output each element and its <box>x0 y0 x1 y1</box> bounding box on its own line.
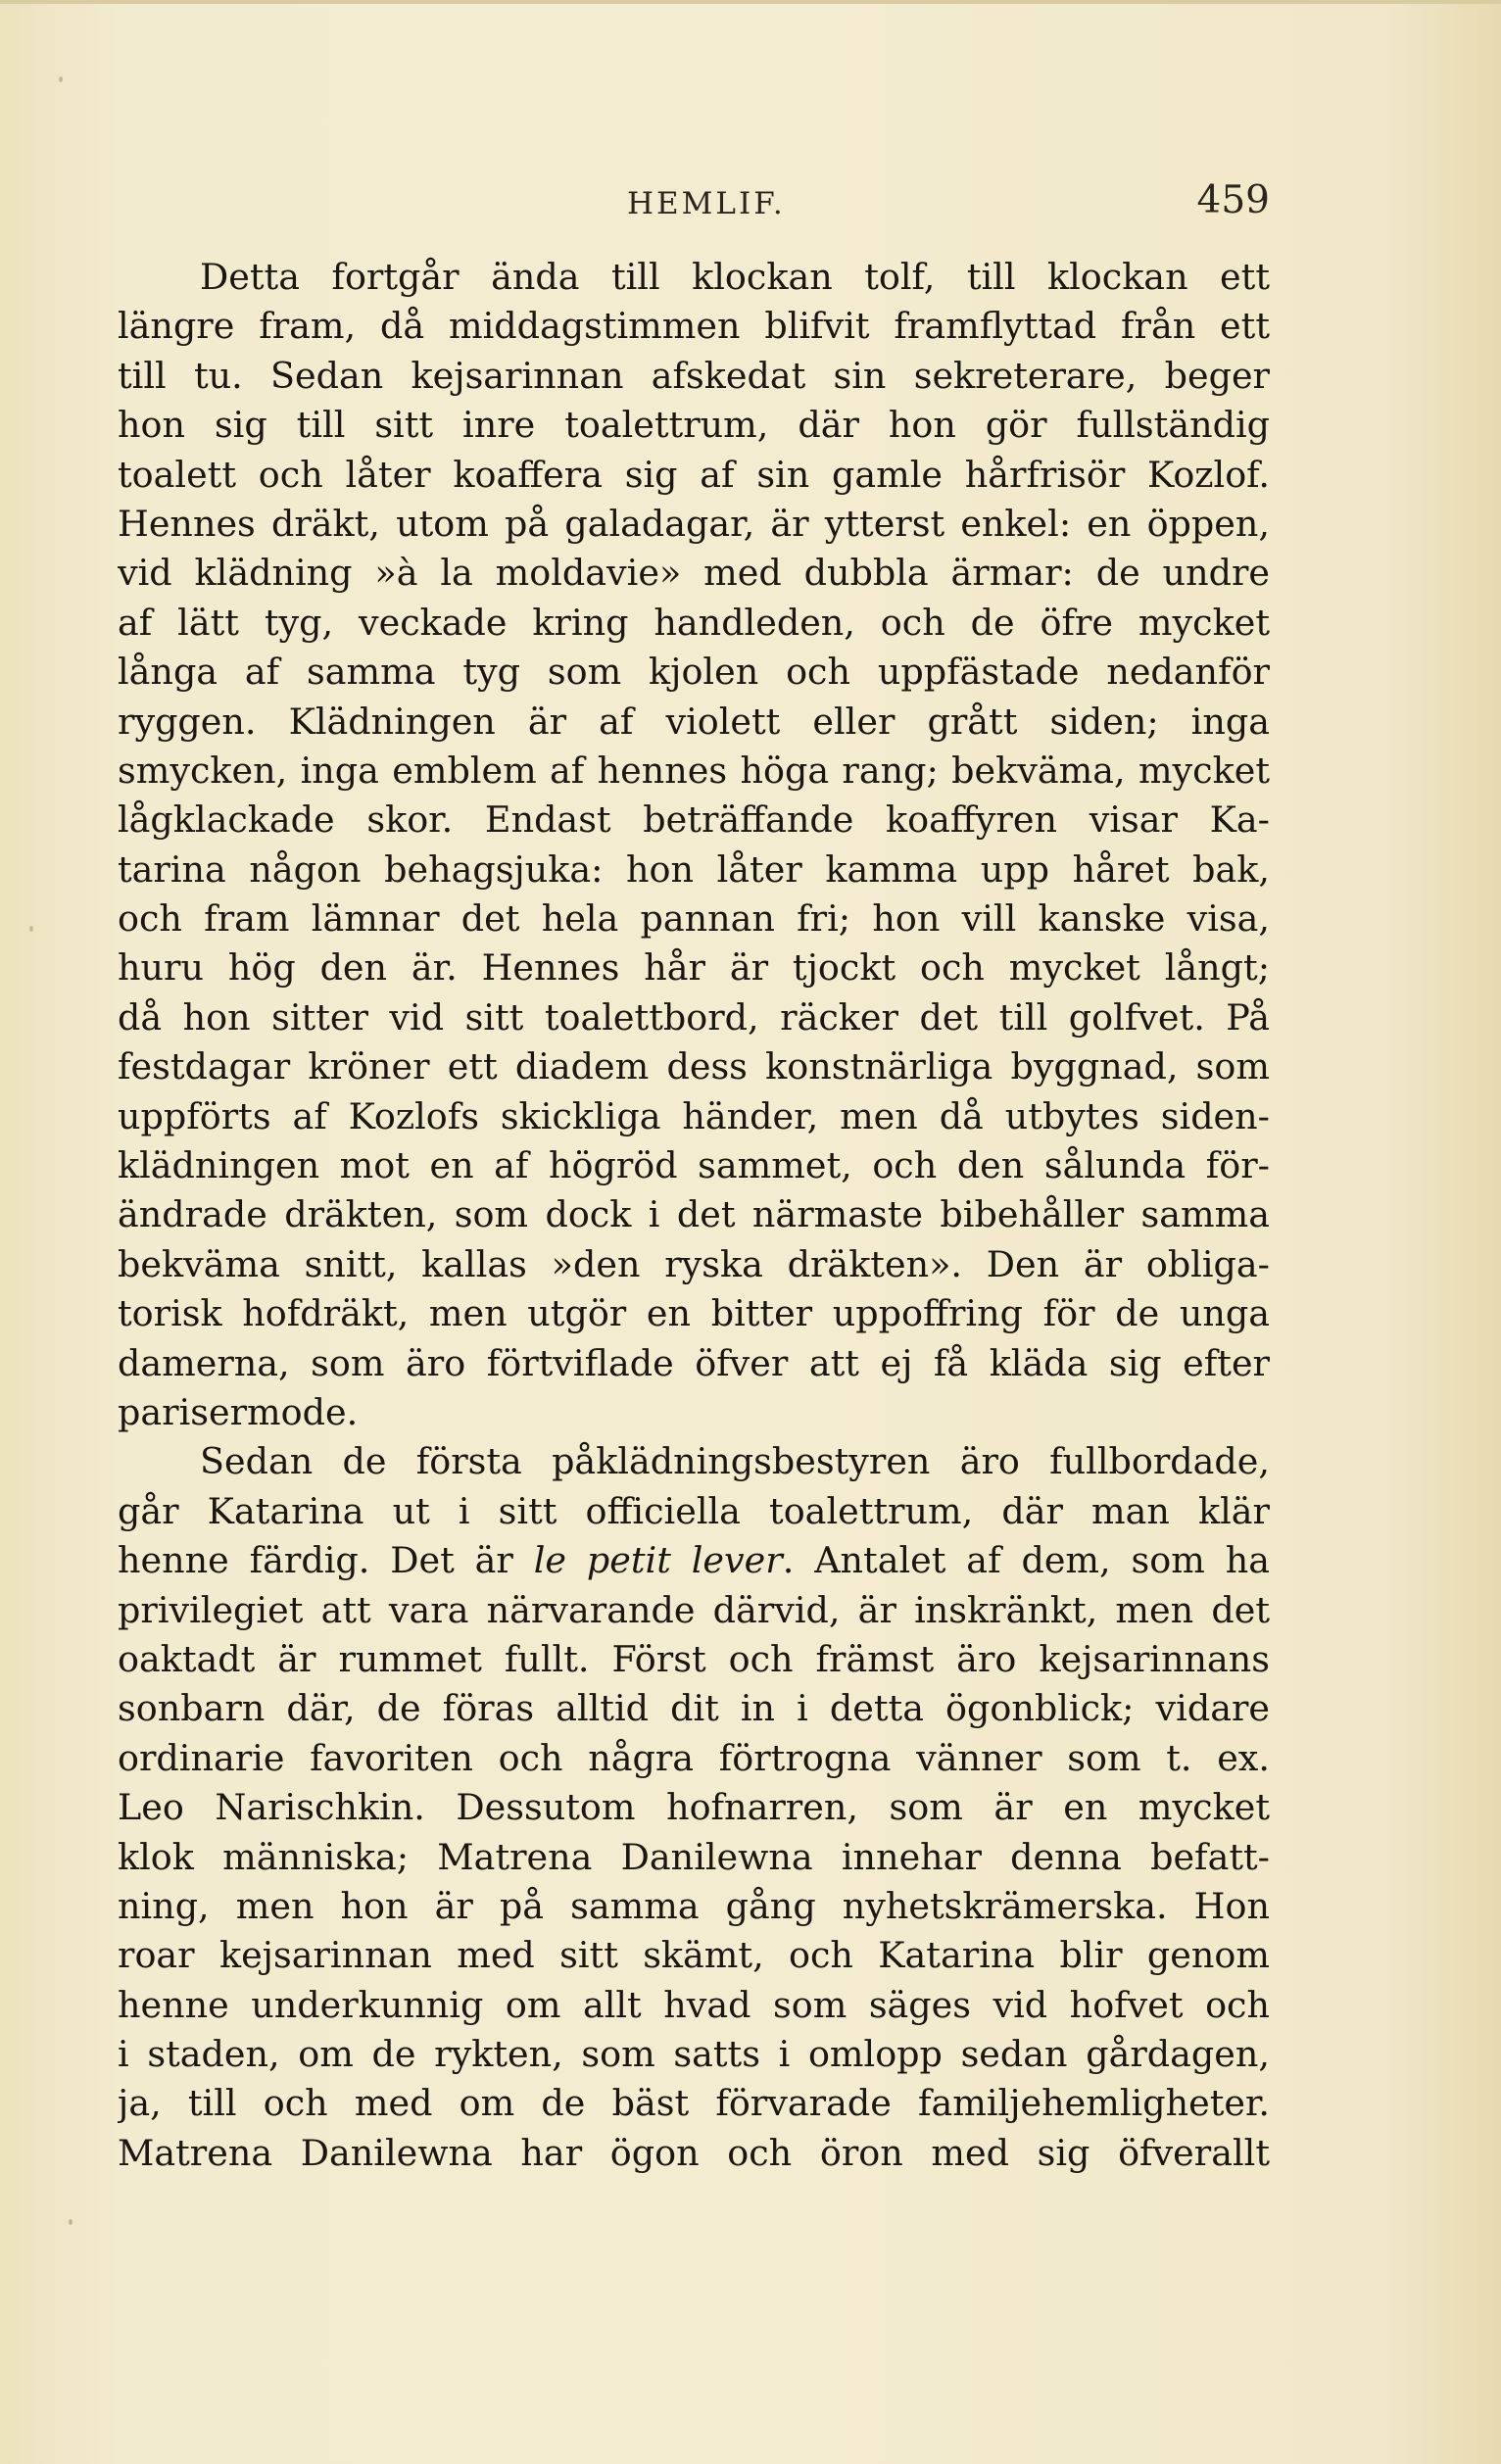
text-line: ja, till och med om de bäst förvarade familjehemligheter. <box>118 2082 1270 2125</box>
paper-speck <box>69 2219 73 2225</box>
text-line: långa af samma tyg som kjolen och uppfästade nedanför <box>118 651 1270 694</box>
text-line: klädningen mot en af högröd sammet, och den sålunda för- <box>118 1144 1270 1187</box>
text-line: och fram lämnar det hela pannan fri; hon vill kanske visa, <box>118 897 1270 941</box>
text-line: bekväma snitt, kallas »den ryska dräkten». Den är obliga- <box>118 1242 1270 1285</box>
text-line: lågklackade skor. Endast beträffande koaffyren visar Ka- <box>118 798 1270 842</box>
running-title: HEMLIF. <box>627 186 786 221</box>
text-line: roar kejsarinnan med sitt skämt, och Katarina blir genom <box>118 1934 1270 1977</box>
text-line: klok människa; Matrena Danilewna innehar denna befatt- <box>118 1835 1270 1878</box>
text-line: sonbarn där, de föras alltid dit in i detta ögonblick; vidare <box>118 1687 1270 1730</box>
text-line: oaktadt är rummet fullt. Först och främst äro kejsarinnans <box>118 1637 1270 1680</box>
body-text <box>118 253 1270 2178</box>
text-line: Detta fortgår ända till klockan tolf, till klockan ett <box>200 256 1270 298</box>
text-line: ning, men hon är på samma gång nyhetskrämerska. Hon <box>118 1884 1270 1927</box>
text-line: till tu. Sedan kejsarinnan afskedat sin sekreterare, beger <box>118 354 1270 397</box>
text-line: Matrena Danilewna har ögon och öron med sig öfverallt <box>118 2131 1270 2174</box>
text-line: då hon sitter vid sitt toalettbord, räcker det till golfvet. På <box>118 995 1270 1039</box>
text-line: längre fram, då middagstimmen blifvit framflyttad från ett <box>118 305 1270 348</box>
text-line: smycken, inga emblem af hennes höga rang; bekväma, mycket <box>118 749 1270 792</box>
italic-phrase: le petit lever <box>533 1539 783 1582</box>
text-line: Hennes dräkt, utom på galadagar, är ytterst enkel: en öppen, <box>118 502 1270 545</box>
text-line: damerna, som äro förtviflade öfver att ej få kläda sig efter <box>118 1341 1270 1384</box>
text-line: parisermode. <box>118 1390 359 1433</box>
text-run: henne färdig. Det är <box>118 1539 534 1582</box>
text-line: vid klädning »à la moldavie» med dubbla ärmar: de undre <box>118 552 1270 595</box>
text-line: henne underkunnig om allt hvad som säges vid hofvet och <box>118 1983 1270 2026</box>
text-run: . Antalet af dem, som ha <box>782 1539 1270 1582</box>
text-line: af lätt tyg, veckade kring handleden, och de öfre mycket <box>118 601 1270 644</box>
paper-speck <box>29 926 33 932</box>
text-line: uppförts af Kozlofs skickliga händer, men då utbytes siden- <box>118 1094 1270 1137</box>
page-top-edge <box>0 0 1501 4</box>
text-line: festdagar kröner ett diadem dess konstnärliga byggnad, som <box>118 1045 1270 1088</box>
text-line: hon sig till sitt inre toalettrum, där hon gör fullständig <box>118 404 1270 447</box>
text-line: privilegiet att vara närvarande därvid, är inskränkt, men det <box>118 1588 1270 1631</box>
text-line: i staden, om de rykten, som satts i omlopp sedan gårdagen, <box>118 2033 1270 2076</box>
running-header <box>118 178 1270 235</box>
text-line: tarina någon behagsjuka: hon låter kamma upp håret bak, <box>118 847 1270 891</box>
paper-speck <box>59 76 63 82</box>
text-line <box>118 1536 1270 1585</box>
text-line: toalett och låter koaffera sig af sin gamle hårfrisör Kozlof. <box>118 453 1270 496</box>
text-line: Leo Narischkin. Dessutom hofnarren, som är en mycket <box>118 1786 1270 1829</box>
text-line: ändrade dräkten, som dock i det närmaste bibehåller samma <box>118 1193 1270 1236</box>
text-line: ryggen. Klädningen är af violett eller grått siden; inga <box>118 700 1270 743</box>
text-line: huru hög den är. Hennes hår är tjockt och mycket långt; <box>118 946 1270 990</box>
text-line: ordinarie favoriten och några förtrogna vänner som t. ex. <box>118 1736 1270 1779</box>
text-line: går Katarina ut i sitt officiella toalettrum, där man klär <box>118 1489 1270 1532</box>
text-line: Sedan de första påklädningsbestyren äro fullbordade, <box>200 1440 1270 1483</box>
text-line: torisk hofdräkt, men utgör en bitter uppoffring för de unga <box>118 1292 1270 1335</box>
page-number: 459 <box>1196 178 1270 222</box>
